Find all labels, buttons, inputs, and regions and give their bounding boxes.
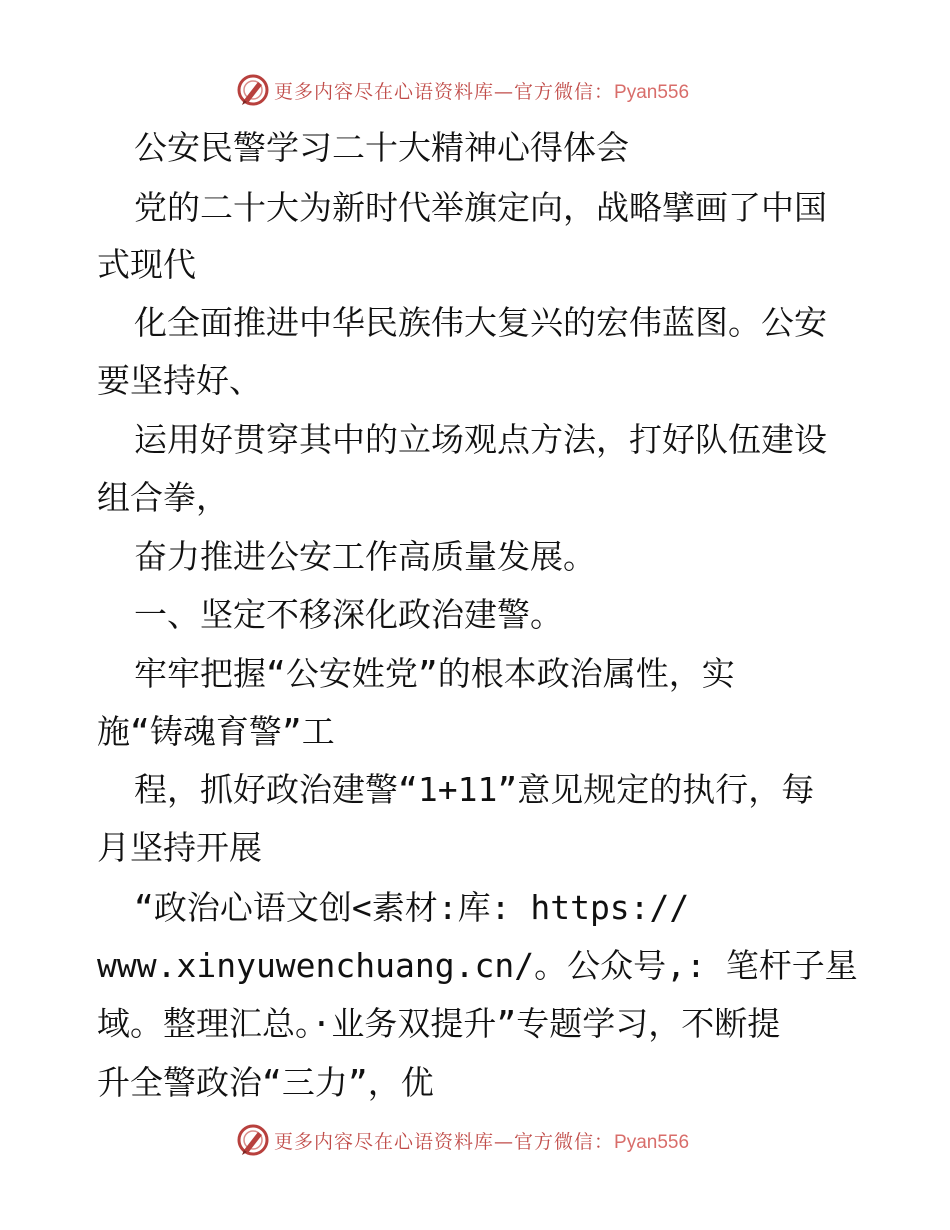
paragraph-line: 运用好贯穿其中的立场观点方法，打好队伍建设 xyxy=(134,420,827,459)
doc-title: 公安民警学习二十大精神心得体会 xyxy=(134,128,629,167)
paragraph-line: 月坚持开展 xyxy=(97,828,262,867)
wechat-id: Pyan556 xyxy=(614,81,690,103)
pen-logo-icon xyxy=(236,73,270,107)
wechat-id: Pyan556 xyxy=(614,1131,690,1153)
paragraph-line: 奋力推进公安工作高质量发展。 xyxy=(134,537,596,576)
paragraph-line: 式现代 xyxy=(97,245,196,284)
paragraph-line: 化全面推进中华民族伟大复兴的宏伟蓝图。公安 xyxy=(134,303,827,342)
watermark-text: 更多内容尽在心语资料库—官方微信：Pyan556 xyxy=(274,80,690,103)
paragraph-line: 组合拳， xyxy=(97,478,229,517)
paragraph-line: 域。整理汇总。·业务双提升”专题学习，不断提 xyxy=(97,1004,781,1043)
paragraph-line: 牢牢把握“公安姓党”的根本政治属性，实 xyxy=(134,654,735,693)
paragraph-line: www.xinyuwenchuang.cn/。公众号,: 笔杆子星 xyxy=(97,946,858,985)
watermark-banner-top xyxy=(236,72,689,108)
watermark-banner-bottom xyxy=(236,1122,689,1158)
paragraph-line: “政治心语文创<素材:库: https:// xyxy=(134,888,690,927)
section-heading: 一、坚定不移深化政治建警。 xyxy=(134,595,563,634)
paragraph-line: 党的二十大为新时代举旗定向，战略擘画了中国 xyxy=(134,188,827,227)
watermark-text: 更多内容尽在心语资料库—官方微信：Pyan556 xyxy=(274,1130,690,1153)
paragraph-line: 程，抓好政治建警“1+11”意见规定的执行，每 xyxy=(134,770,815,809)
paragraph-line: 施“铸魂育警”工 xyxy=(97,712,335,751)
paragraph-line: 升全警政治“三力”，优 xyxy=(97,1063,434,1102)
pen-logo-icon xyxy=(236,1123,270,1157)
paragraph-line: 要坚持好、 xyxy=(97,361,262,400)
